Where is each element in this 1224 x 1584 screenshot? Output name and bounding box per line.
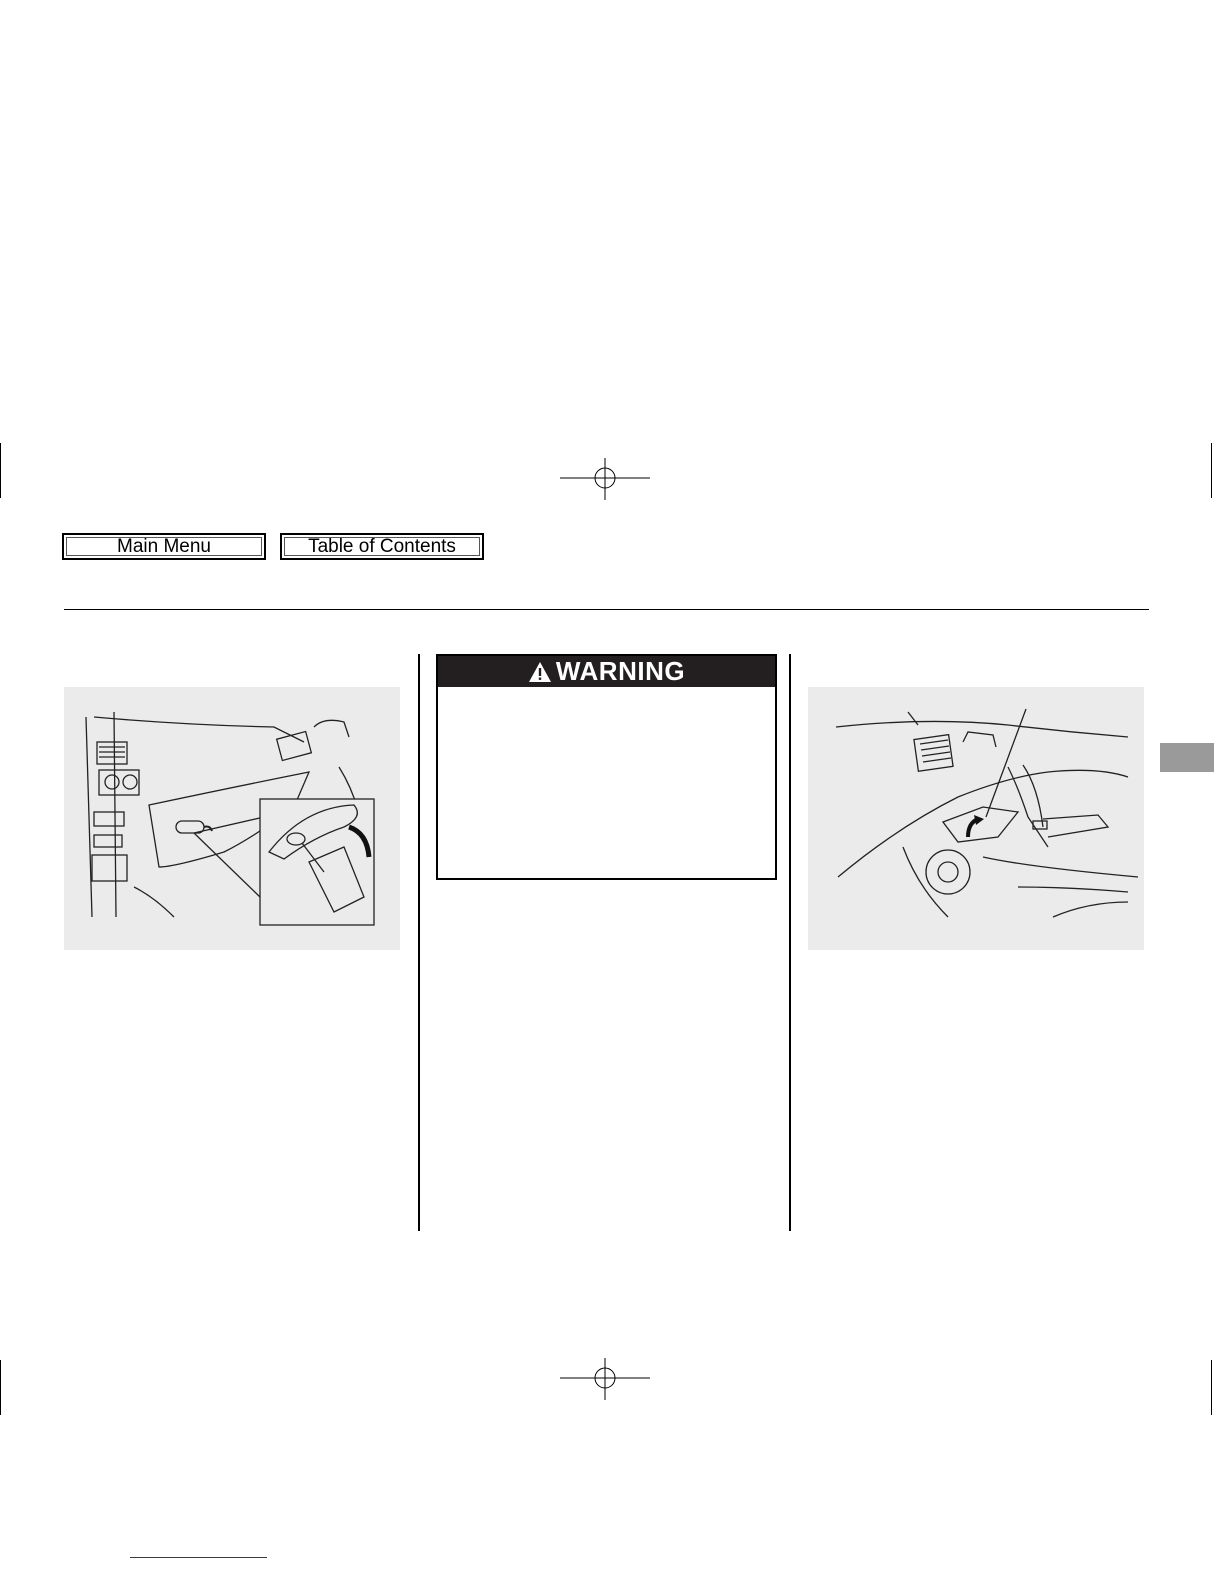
section-tab (1160, 743, 1214, 772)
table-of-contents-label: Table of Contents (308, 535, 456, 557)
glove-box-drawing (64, 687, 400, 950)
main-menu-label: Main Menu (117, 535, 211, 557)
warning-box (436, 654, 777, 880)
console-illustration (808, 687, 1144, 950)
registration-mark-bottom (560, 1358, 650, 1400)
bottom-link-underline (130, 1557, 267, 1558)
glove-box-illustration (64, 687, 400, 950)
warning-header (438, 656, 775, 687)
column-divider-left (418, 654, 420, 1231)
registration-mark-top (560, 458, 650, 500)
table-of-contents-button[interactable] (280, 533, 484, 560)
crop-mark-left-top (0, 443, 1, 498)
crop-mark-right-bottom (1211, 1360, 1212, 1415)
warning-triangle-icon (528, 661, 552, 683)
main-menu-button[interactable] (62, 533, 266, 560)
crop-mark-right-top (1211, 443, 1212, 498)
warning-title: WARNING (555, 656, 686, 686)
crop-mark-left-bottom (0, 1360, 1, 1415)
header-rule (64, 609, 1149, 610)
console-drawing (808, 687, 1144, 950)
column-divider-right (789, 654, 791, 1231)
